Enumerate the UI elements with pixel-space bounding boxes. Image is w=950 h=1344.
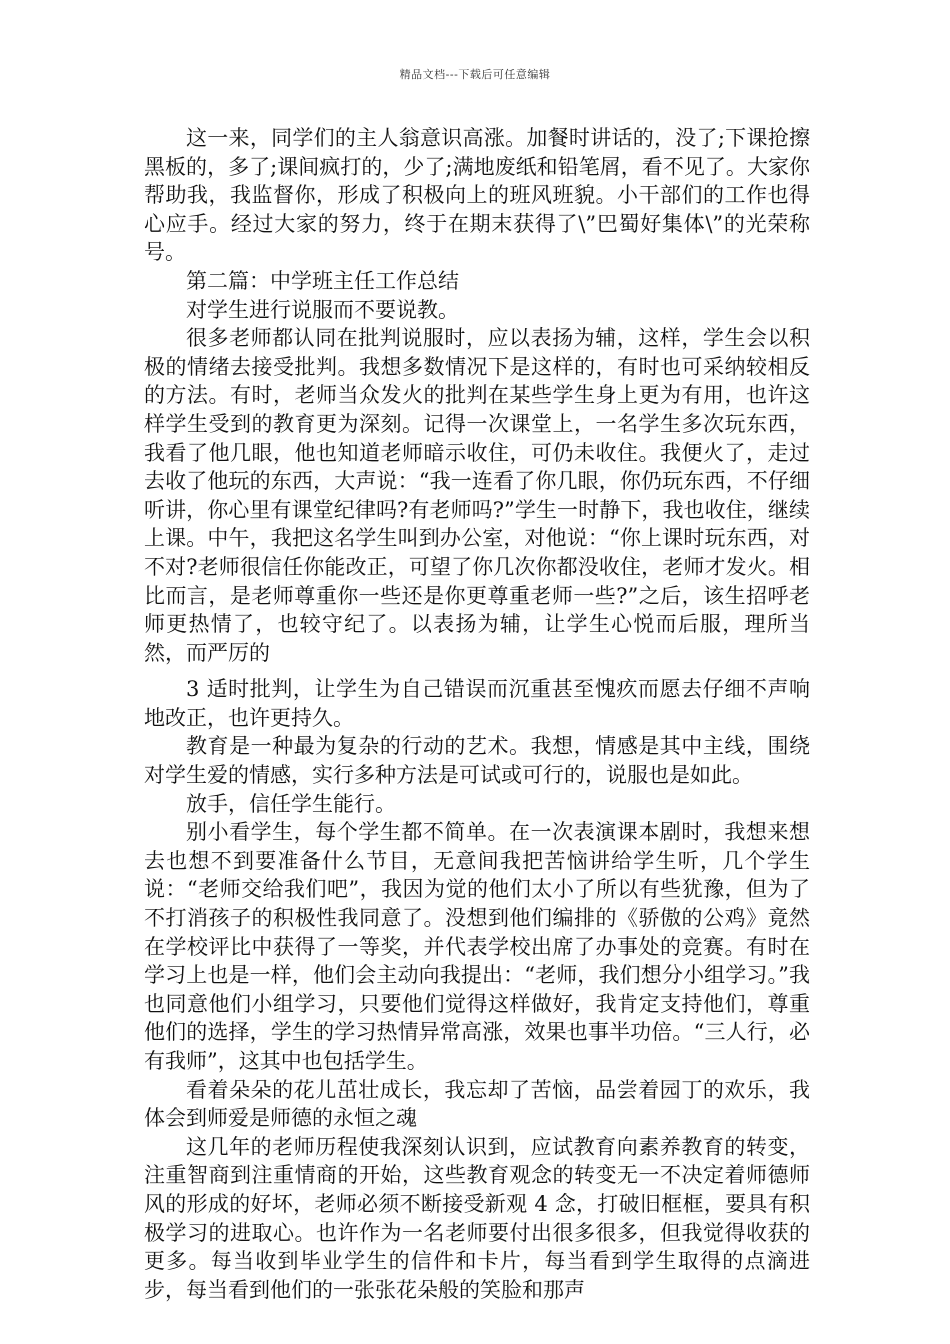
paragraph: 3 适时批判，让学生为自己错误而沉重甚至愧疚而愿去仔细不声响地改正，也许更持久。 (144, 677, 810, 730)
paragraph: 这几年的老师历程使我深刻认识到，应试教育向素养教育的转变，注重智商到注重情商的开始，这些教育观念的转变无一不决定着师德师风的形成的好坏，老师必须不断接受新观 4 念，打破旧框框，要具有积极学习的进取心。也许作为一名老师要付出很多很多，但我觉得收获的更多。每当收到毕业学生的信件和卡片，每当看到学生取得的点滴进步，每当看到他们的一张张花朵般的笑脸和那声 (144, 1134, 810, 1302)
page-header: 精品文档---下载后可任意编辑 (399, 68, 551, 81)
paragraph: 教育是一种最为复杂的行动的艺术。我想，情感是其中主线，围绕对学生爱的情感，实行多种方法是可试或可行的，说服也是如此。 (144, 734, 810, 788)
paragraph: 放手，信任学生能行。 (186, 791, 396, 816)
paragraph: 看着朵朵的花儿茁壮成长，我忘却了苦恼，品尝着园丁的欢乐，我体会到师爱是师德的永恒之魂 (144, 1077, 810, 1131)
paragraph: 这一来，同学们的主人翁意识高涨。加餐时讲话的，没了;下课抢擦黑板的，多了;课间疯打的，少了;满地废纸和铅笔屑，看不见了。大家你帮助我，我监督你，形成了积极向上的班风班貌。小干部们的工作也得心应手。经过大家的努力，终于在期末获得了\”巴蜀好集体\”的光荣称号。 (144, 126, 810, 265)
paragraph: 对学生进行说服而不要说教。 (186, 297, 459, 322)
section-title: 第二篇：中学班主任工作总结 (186, 268, 459, 293)
paragraph: 别小看学生，每个学生都不简单。在一次表演课本剧时，我想来想去也想不到要准备什么节目，无意间我把苦恼讲给学生听，几个学生说：“老师交给我们吧”，我因为觉的他们太小了所以有些犹豫，但为了不打消孩子的积极性我同意了。没想到他们编排的《骄傲的公鸡》竟然在学校评比中获得了一等奖，并代表学校出席了办事处的竞赛。有时在学习上也是一样，他们会主动向我提出：“老师，我们想分小组学习。”我也同意他们小组学习，只要他们觉得这样做好，我肯定支持他们，尊重他们的选择，学生的学习热情异常高涨，效果也事半功倍。“三人行，必有我师”，这其中也包括学生。 (144, 820, 810, 1073)
document-body (144, 124, 810, 1304)
paragraph: 很多老师都认同在批判说服时，应以表扬为辅，这样，学生会以积极的情绪去接受批判。我想多数情况下是这样的，有时也可采纳较相反的方法。有时，老师当众发火的批判在某些学生身上更为有用，也许这样学生受到的教育更为深刻。记得一次课堂上，一名学生多次玩东西，我看了他几眼，他也知道老师暗示收住，可仍未收住。我便火了，走过去收了他玩的东西，大声说：“我一连看了你几眼，你仍玩东西，不仔细听讲，你心里有课堂纪律吗?有老师吗?”学生一时静下，我也收住，继续上课。中午，我把这名学生叫到办公室，对他说：“你上课时玩东西，对不对?老师很信任你能改正，可望了你几次你都没收住，老师才发火。相比而言，是老师尊重你一些还是你更尊重老师一些?”之后，该生招呼老师更热情了，也较守纪了。以表扬为辅，让学生心悦而后服，理所当然，而严厉的 (144, 326, 810, 665)
